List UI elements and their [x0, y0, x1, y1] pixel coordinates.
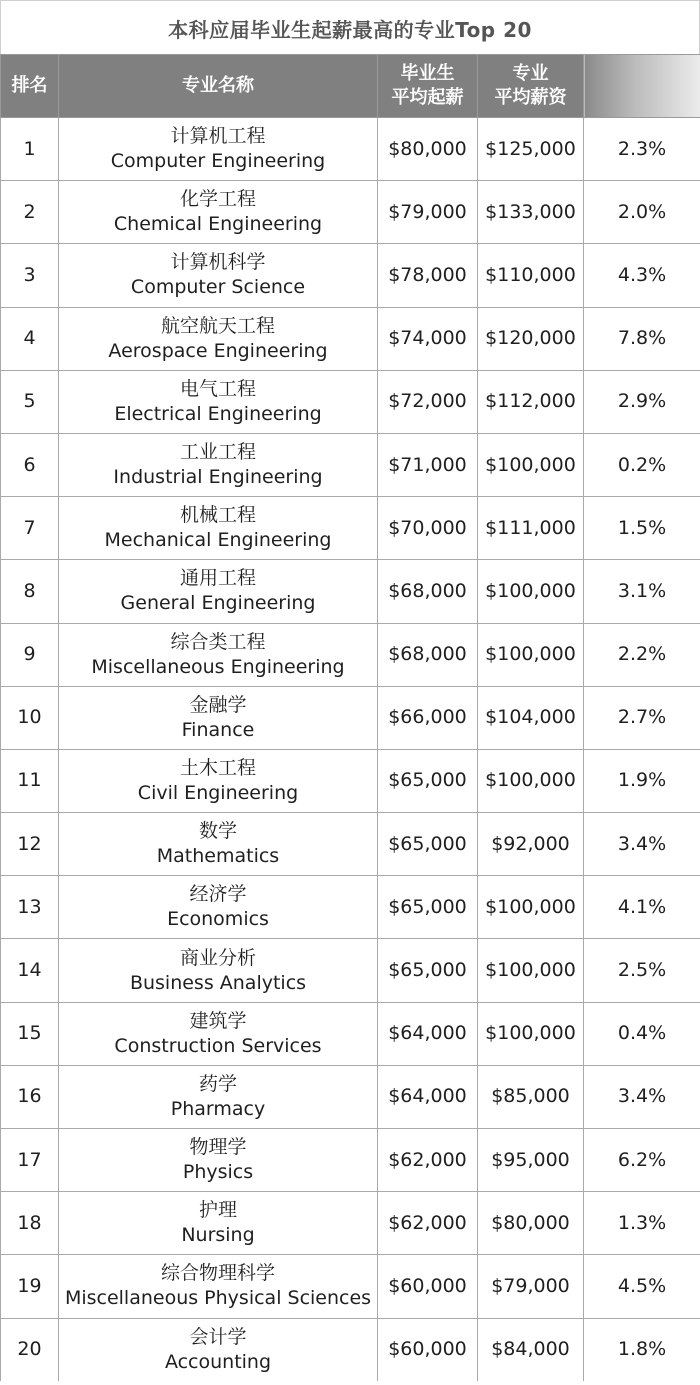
major-name-cn: 商业分析 [179, 946, 256, 969]
major-cell [59, 433, 378, 496]
major-name-en: Miscellaneous Engineering [91, 655, 345, 678]
avg-salary-cell: $95,000 [478, 1129, 584, 1192]
major-name-cn: 土木工程 [179, 756, 256, 779]
percent-cell: 4.1% [584, 876, 700, 939]
start-salary-cell: $80,000 [378, 118, 478, 181]
major-cell [59, 686, 378, 749]
major-name-en: Finance [181, 718, 255, 741]
rank-cell: 10 [1, 686, 59, 749]
major-name-en: Mathematics [156, 845, 280, 868]
major-cell [59, 876, 378, 939]
percent-cell: 1.8% [584, 1318, 700, 1381]
percent-cell: 0.2% [584, 433, 700, 496]
avg-salary-cell: $100,000 [478, 876, 584, 939]
table-title: 本科应届毕业生起薪最高的专业Top 20 [0, 0, 700, 55]
major-name-cn: 计算机科学 [170, 251, 266, 274]
header-avg-salary [478, 55, 584, 118]
start-salary-cell: $60,000 [378, 1255, 478, 1318]
avg-salary-cell: $111,000 [478, 497, 584, 560]
avg-salary-cell: $92,000 [478, 813, 584, 876]
table-row [1, 1065, 700, 1128]
rank-cell: 12 [1, 813, 59, 876]
major-cell [59, 497, 378, 560]
major-name-en: Computer Engineering [110, 150, 326, 173]
major-name-en: Economics [167, 908, 269, 931]
start-salary-cell: $74,000 [378, 307, 478, 370]
major-name-cn: 工业工程 [179, 441, 256, 464]
percent-cell: 0.4% [584, 1002, 700, 1065]
major-cell [59, 118, 378, 181]
major-name-en: Chemical Engineering [113, 213, 323, 236]
major-name-en: Electrical Engineering [114, 402, 322, 425]
rank-cell: 18 [1, 1192, 59, 1255]
table-row [1, 623, 700, 686]
table-body [1, 118, 700, 1382]
rank-cell: 2 [1, 181, 59, 244]
table-row [1, 1129, 700, 1192]
start-salary-cell: $64,000 [378, 1002, 478, 1065]
header-start-salary [378, 55, 478, 118]
start-salary-cell: $65,000 [378, 876, 478, 939]
percent-cell: 2.2% [584, 623, 700, 686]
table-row [1, 181, 700, 244]
avg-salary-cell: $125,000 [478, 118, 584, 181]
major-cell [59, 1002, 378, 1065]
major-name-cn: 机械工程 [179, 504, 256, 527]
avg-salary-cell: $79,000 [478, 1255, 584, 1318]
percent-cell: 1.5% [584, 497, 700, 560]
avg-salary-cell: $120,000 [478, 307, 584, 370]
major-cell [59, 749, 378, 812]
table-row [1, 307, 700, 370]
start-salary-cell: $78,000 [378, 244, 478, 307]
major-name-en: Miscellaneous Physical Sciences [64, 1287, 372, 1310]
rank-cell: 5 [1, 370, 59, 433]
major-name-cn: 数学 [198, 820, 237, 843]
table-row [1, 1192, 700, 1255]
percent-cell: 2.3% [584, 118, 700, 181]
major-name-en: Nursing [181, 1224, 255, 1247]
percent-cell: 3.4% [584, 813, 700, 876]
major-name-cn: 会计学 [189, 1325, 247, 1348]
avg-salary-cell: $100,000 [478, 560, 584, 623]
rank-cell: 14 [1, 939, 59, 1002]
start-salary-cell: $79,000 [378, 181, 478, 244]
percent-cell: 4.3% [584, 244, 700, 307]
table-row [1, 118, 700, 181]
rank-cell: 13 [1, 876, 59, 939]
rank-cell: 6 [1, 433, 59, 496]
rank-cell: 16 [1, 1065, 59, 1128]
major-name-en: Business Analytics [129, 971, 307, 994]
header-row [1, 55, 700, 118]
percent-cell: 3.4% [584, 1065, 700, 1128]
table-row [1, 244, 700, 307]
rank-cell: 17 [1, 1129, 59, 1192]
rank-cell: 11 [1, 749, 59, 812]
table-row [1, 560, 700, 623]
table-row [1, 876, 700, 939]
major-name-cn: 化学工程 [179, 188, 256, 211]
start-salary-cell: $66,000 [378, 686, 478, 749]
bottom-edge [0, 1381, 700, 1385]
major-name-en: Industrial Engineering [113, 466, 323, 489]
header-start-line1: 毕业生 [400, 63, 455, 84]
major-name-en: Aerospace Engineering [108, 339, 328, 362]
major-name-cn: 物理学 [189, 1136, 247, 1159]
percent-cell: 2.9% [584, 370, 700, 433]
table-row [1, 433, 700, 496]
major-cell [59, 370, 378, 433]
avg-salary-cell: $80,000 [478, 1192, 584, 1255]
major-name-cn: 电气工程 [179, 377, 256, 400]
rank-cell: 20 [1, 1318, 59, 1381]
avg-salary-cell: $100,000 [478, 1002, 584, 1065]
major-name-cn: 经济学 [189, 883, 247, 906]
table-row [1, 370, 700, 433]
avg-salary-cell: $112,000 [478, 370, 584, 433]
table-row [1, 1255, 700, 1318]
rank-cell: 3 [1, 244, 59, 307]
rank-cell: 7 [1, 497, 59, 560]
major-cell [59, 181, 378, 244]
header-avg-line1: 专业 [512, 63, 549, 84]
rank-cell: 15 [1, 1002, 59, 1065]
major-name-cn: 药学 [198, 1072, 237, 1095]
start-salary-cell: $70,000 [378, 497, 478, 560]
major-cell [59, 307, 378, 370]
rank-cell: 19 [1, 1255, 59, 1318]
major-name-en: Physics [182, 1161, 254, 1184]
table-row [1, 749, 700, 812]
percent-cell: 1.3% [584, 1192, 700, 1255]
percent-cell: 3.1% [584, 560, 700, 623]
table-row [1, 497, 700, 560]
start-salary-cell: $60,000 [378, 1318, 478, 1381]
major-name-en: Accounting [164, 1350, 272, 1373]
rank-cell: 9 [1, 623, 59, 686]
avg-salary-cell: $133,000 [478, 181, 584, 244]
major-name-cn: 综合物理科学 [160, 1262, 275, 1285]
start-salary-cell: $65,000 [378, 749, 478, 812]
table-row [1, 939, 700, 1002]
start-salary-cell: $68,000 [378, 560, 478, 623]
percent-cell: 7.8% [584, 307, 700, 370]
header-avg-line2: 平均薪资 [494, 87, 567, 108]
major-cell [59, 1129, 378, 1192]
major-name-en: Construction Services [114, 1034, 322, 1057]
table-row [1, 1318, 700, 1381]
major-name-en: Pharmacy [170, 1097, 266, 1120]
avg-salary-cell: $100,000 [478, 433, 584, 496]
major-cell [59, 244, 378, 307]
table-row [1, 1002, 700, 1065]
table-header [1, 55, 700, 118]
start-salary-cell: $72,000 [378, 370, 478, 433]
avg-salary-cell: $110,000 [478, 244, 584, 307]
header-major: 专业名称 [59, 55, 378, 118]
major-cell [59, 560, 378, 623]
rank-cell: 8 [1, 560, 59, 623]
start-salary-cell: $62,000 [378, 1192, 478, 1255]
major-name-cn: 护理 [198, 1199, 237, 1222]
major-name-en: Computer Science [130, 276, 306, 299]
percent-cell: 2.7% [584, 686, 700, 749]
percent-cell: 4.5% [584, 1255, 700, 1318]
header-rank: 排名 [1, 55, 59, 118]
avg-salary-cell: $84,000 [478, 1318, 584, 1381]
start-salary-cell: $62,000 [378, 1129, 478, 1192]
avg-salary-cell: $85,000 [478, 1065, 584, 1128]
start-salary-cell: $71,000 [378, 433, 478, 496]
percent-cell: 6.2% [584, 1129, 700, 1192]
header-blank [584, 55, 700, 118]
percent-cell: 1.9% [584, 749, 700, 812]
start-salary-cell: $64,000 [378, 1065, 478, 1128]
table-row [1, 813, 700, 876]
header-start-line2: 平均起薪 [391, 87, 464, 108]
major-name-cn: 航空航天工程 [160, 314, 275, 337]
table-row [1, 686, 700, 749]
avg-salary-cell: $100,000 [478, 623, 584, 686]
percent-cell: 2.0% [584, 181, 700, 244]
major-cell [59, 1065, 378, 1128]
salary-table [0, 54, 700, 1382]
rank-cell: 4 [1, 307, 59, 370]
major-name-cn: 建筑学 [189, 1009, 247, 1032]
percent-cell: 2.5% [584, 939, 700, 1002]
rank-cell: 1 [1, 118, 59, 181]
major-cell [59, 1318, 378, 1381]
major-name-cn: 金融学 [189, 693, 247, 716]
major-name-cn: 综合类工程 [170, 630, 266, 653]
start-salary-cell: $68,000 [378, 623, 478, 686]
major-name-cn: 通用工程 [179, 567, 256, 590]
major-cell [59, 623, 378, 686]
start-salary-cell: $65,000 [378, 813, 478, 876]
major-name-en: Mechanical Engineering [104, 529, 332, 552]
start-salary-cell: $65,000 [378, 939, 478, 1002]
major-cell [59, 939, 378, 1002]
avg-salary-cell: $100,000 [478, 939, 584, 1002]
major-name-en: Civil Engineering [137, 781, 299, 804]
major-cell [59, 813, 378, 876]
avg-salary-cell: $104,000 [478, 686, 584, 749]
avg-salary-cell: $100,000 [478, 749, 584, 812]
major-name-en: General Engineering [120, 592, 316, 615]
major-cell [59, 1255, 378, 1318]
major-name-cn: 计算机工程 [170, 125, 266, 148]
major-cell [59, 1192, 378, 1255]
